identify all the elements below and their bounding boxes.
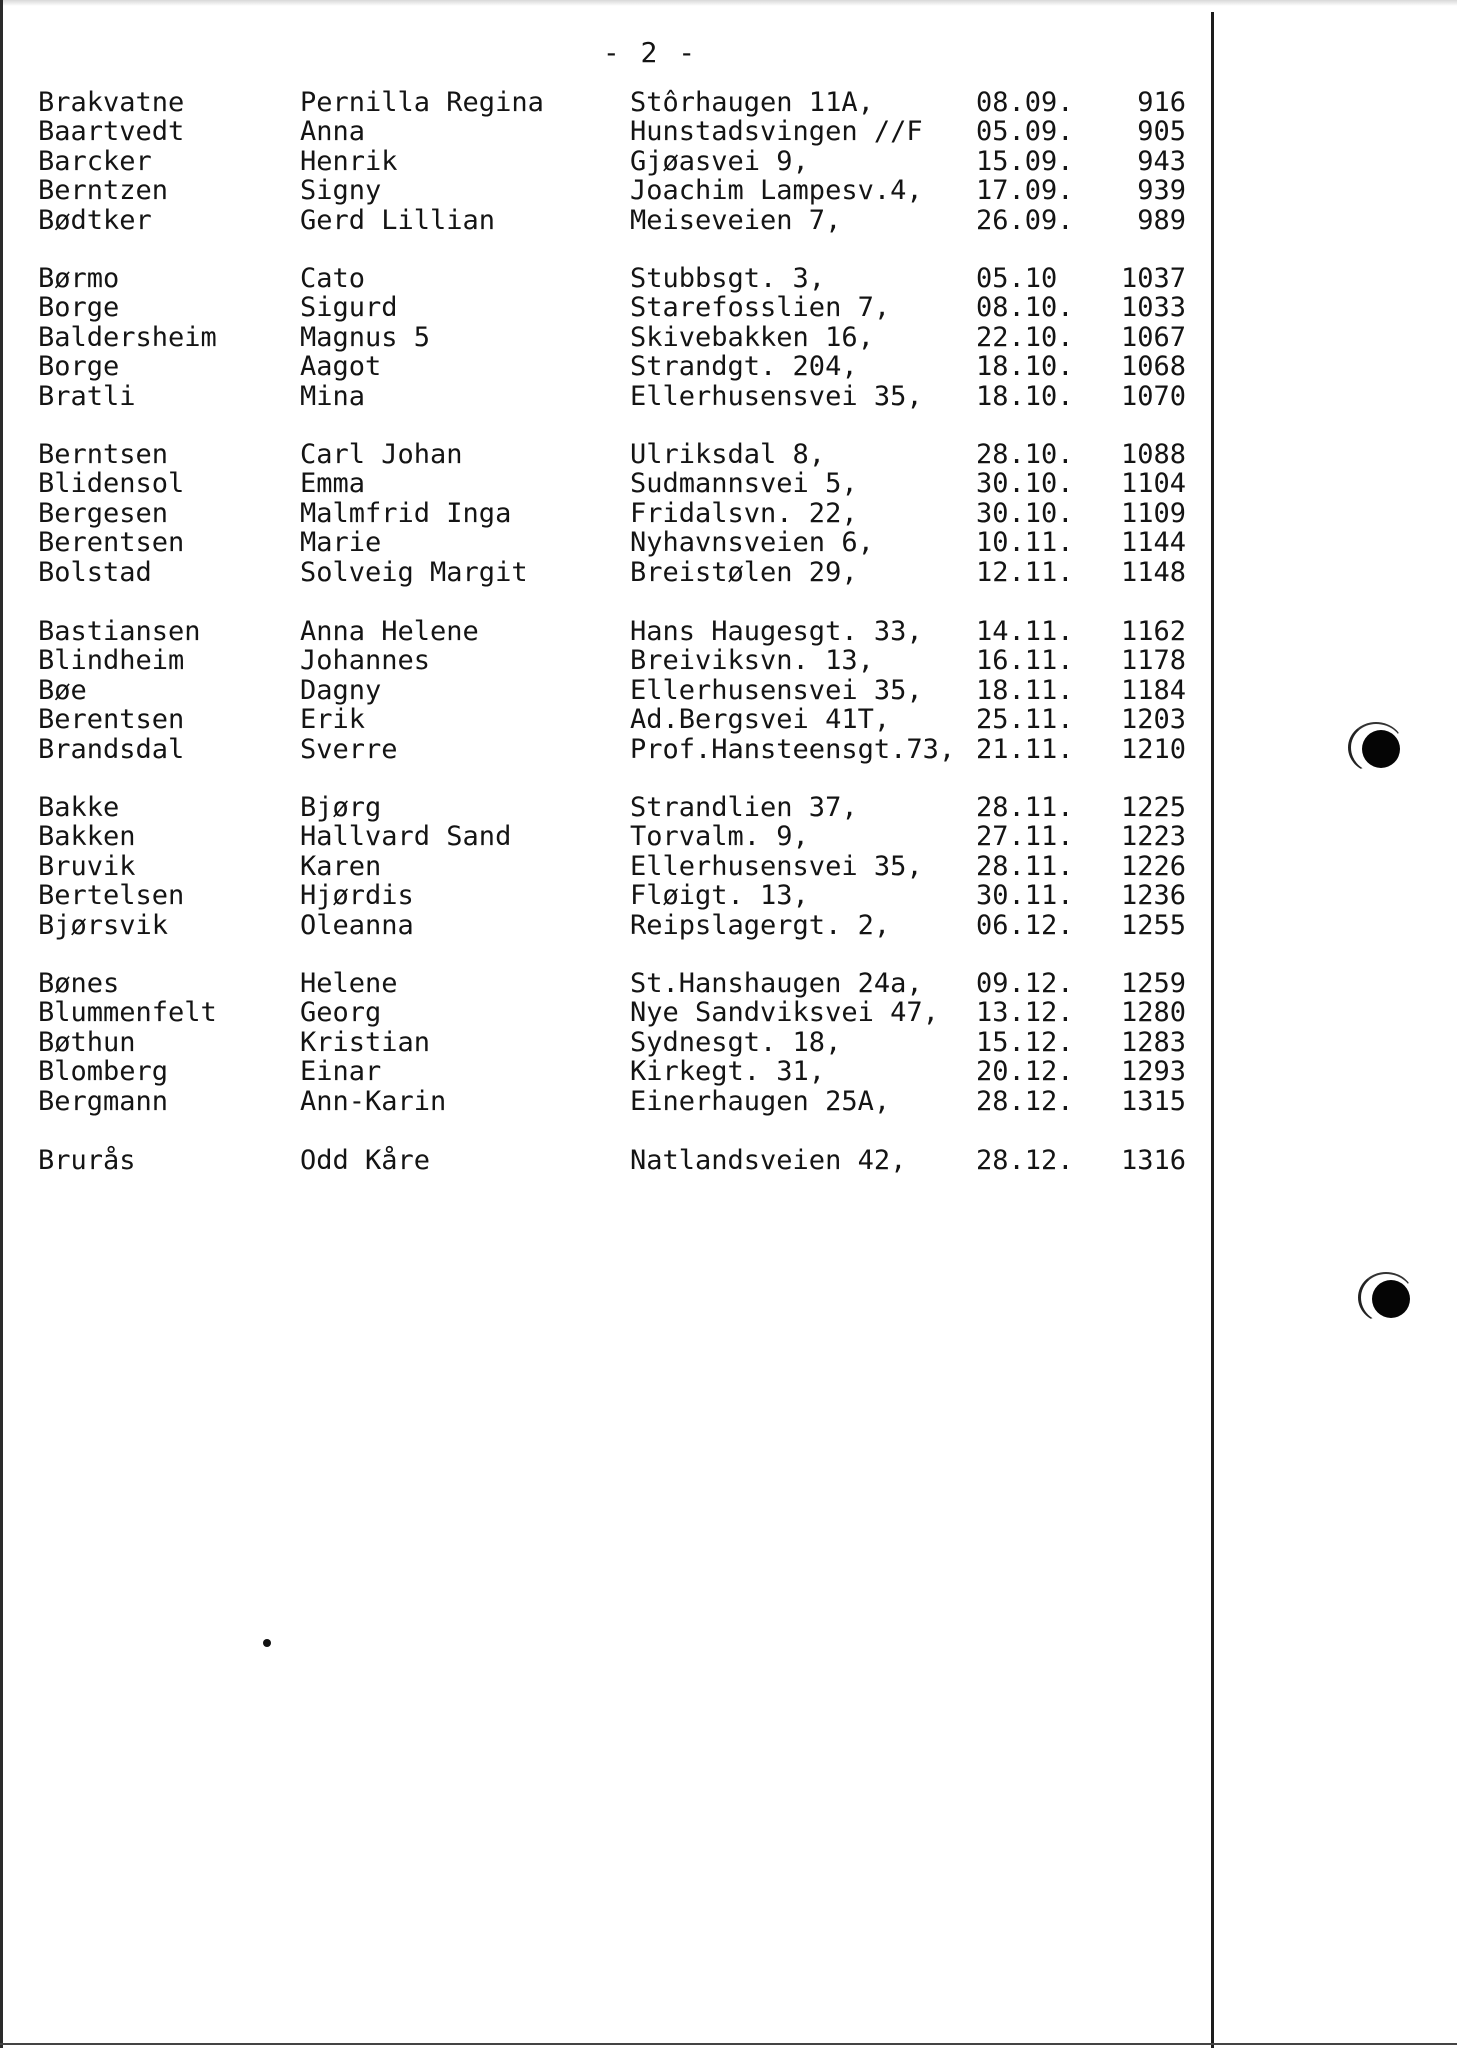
date: 28.12. bbox=[976, 1086, 1074, 1117]
surname: Brandsdal bbox=[38, 734, 185, 765]
date: 05.09. bbox=[976, 116, 1074, 147]
date: 28.11. bbox=[976, 851, 1074, 882]
address: Ellerhusensvei 35, bbox=[630, 381, 923, 412]
date: 17.09. bbox=[976, 175, 1074, 206]
date: 18.10. bbox=[976, 381, 1074, 412]
entry-number: 1293 bbox=[1120, 1056, 1186, 1087]
surname: Barcker bbox=[38, 146, 152, 177]
register-row bbox=[0, 1146, 1200, 1176]
surname: Bergmann bbox=[38, 1086, 169, 1117]
entry-number: 1223 bbox=[1120, 821, 1186, 852]
surname: Borge bbox=[38, 292, 120, 323]
address: Breiviksvn. 13, bbox=[630, 645, 874, 676]
entry-number: 1070 bbox=[1120, 381, 1186, 412]
address: Einerhaugen 25A, bbox=[630, 1086, 891, 1117]
date: 08.09. bbox=[976, 87, 1074, 118]
given-name: Carl Johan bbox=[300, 439, 463, 470]
date: 28.12. bbox=[976, 1145, 1074, 1176]
given-name: Solveig Margit bbox=[300, 557, 528, 588]
address: Joachim Lampesv.4, bbox=[630, 175, 923, 206]
register-row bbox=[0, 499, 1200, 529]
register-row bbox=[0, 176, 1200, 206]
entry-number: 1067 bbox=[1120, 322, 1186, 353]
address: Ellerhusensvei 35, bbox=[630, 851, 923, 882]
address: Ad.Bergsvei 41T, bbox=[630, 704, 891, 735]
address: Prof.Hansteensgt.73, bbox=[630, 734, 956, 765]
page-fold-line bbox=[1211, 12, 1214, 2048]
given-name: Hjørdis bbox=[300, 880, 414, 911]
date: 18.11. bbox=[976, 675, 1074, 706]
register-row bbox=[0, 735, 1200, 765]
given-name: Mina bbox=[300, 381, 366, 412]
given-name: Anna bbox=[300, 116, 366, 147]
register-row bbox=[0, 264, 1200, 294]
given-name: Erik bbox=[300, 704, 366, 735]
entry-number: 1184 bbox=[1120, 675, 1186, 706]
entry-number: 939 bbox=[1137, 175, 1186, 206]
ink-speck bbox=[263, 1639, 271, 1647]
date: 28.10. bbox=[976, 439, 1074, 470]
address: Fløigt. 13, bbox=[630, 880, 809, 911]
date: 27.11. bbox=[976, 821, 1074, 852]
surname: Bjørsvik bbox=[38, 910, 169, 941]
date: 16.11. bbox=[976, 645, 1074, 676]
surname: Bakke bbox=[38, 792, 120, 823]
address: Strandgt. 204, bbox=[630, 351, 858, 382]
register-row bbox=[0, 206, 1200, 236]
date: 26.09. bbox=[976, 205, 1074, 236]
register-row bbox=[0, 969, 1200, 999]
date: 20.12. bbox=[976, 1056, 1074, 1087]
punch-hole-lower bbox=[1372, 1280, 1410, 1318]
surname: Børmo bbox=[38, 263, 120, 294]
register-row bbox=[0, 323, 1200, 353]
given-name: Georg bbox=[300, 997, 382, 1028]
address: Stubbsgt. 3, bbox=[630, 263, 826, 294]
entry-number: 1104 bbox=[1120, 468, 1186, 499]
entry-number: 1236 bbox=[1120, 880, 1186, 911]
date: 30.11. bbox=[976, 880, 1074, 911]
register-row bbox=[0, 440, 1200, 470]
surname: Bertelsen bbox=[38, 880, 185, 911]
surname: Brakvatne bbox=[38, 87, 185, 118]
entry-number: 1178 bbox=[1120, 645, 1186, 676]
register-row bbox=[0, 352, 1200, 382]
surname: Bastiansen bbox=[38, 616, 201, 647]
address: Meiseveien 7, bbox=[630, 205, 842, 236]
register-row bbox=[0, 469, 1200, 499]
surname: Bergesen bbox=[38, 498, 169, 529]
surname: Berntsen bbox=[38, 439, 169, 470]
surname: Brurås bbox=[38, 1145, 136, 1176]
given-name: Odd Kåre bbox=[300, 1145, 431, 1176]
address: Natlandsveien 42, bbox=[630, 1145, 907, 1176]
register-row bbox=[0, 822, 1200, 852]
given-name: Kristian bbox=[300, 1027, 431, 1058]
address: St.Hanshaugen 24a, bbox=[630, 968, 923, 999]
register-row bbox=[0, 881, 1200, 911]
given-name: Emma bbox=[300, 468, 366, 499]
date: 09.12. bbox=[976, 968, 1074, 999]
date: 05.10 bbox=[976, 263, 1058, 294]
address: Ellerhusensvei 35, bbox=[630, 675, 923, 706]
given-name: Hallvard Sand bbox=[300, 821, 512, 852]
surname: Berentsen bbox=[38, 527, 185, 558]
given-name: Helene bbox=[300, 968, 398, 999]
entry-number: 1162 bbox=[1120, 616, 1186, 647]
entry-number: 905 bbox=[1137, 116, 1186, 147]
address: Starefosslien 7, bbox=[630, 292, 891, 323]
register-row bbox=[0, 528, 1200, 558]
address: Gjøasvei 9, bbox=[630, 146, 809, 177]
register-row bbox=[0, 705, 1200, 735]
surname: Bruvik bbox=[38, 851, 136, 882]
register-row bbox=[0, 998, 1200, 1028]
date: 18.10. bbox=[976, 351, 1074, 382]
surname: Bøthun bbox=[38, 1027, 136, 1058]
given-name: Henrik bbox=[300, 146, 398, 177]
bottom-scan-border bbox=[0, 2043, 1457, 2045]
register-row bbox=[0, 617, 1200, 647]
entry-number: 1283 bbox=[1120, 1027, 1186, 1058]
date: 28.11. bbox=[976, 792, 1074, 823]
register-row bbox=[0, 147, 1200, 177]
entry-number: 1033 bbox=[1120, 292, 1186, 323]
register-row bbox=[0, 88, 1200, 118]
entry-number: 1144 bbox=[1120, 527, 1186, 558]
address: Hunstadsvingen //F bbox=[630, 116, 923, 147]
date: 10.11. bbox=[976, 527, 1074, 558]
address: Ulriksdal 8, bbox=[630, 439, 826, 470]
given-name: Signy bbox=[300, 175, 382, 206]
date: 15.12. bbox=[976, 1027, 1074, 1058]
given-name: Gerd Lillian bbox=[300, 205, 496, 236]
date: 25.11. bbox=[976, 704, 1074, 735]
register-row bbox=[0, 293, 1200, 323]
punch-hole-upper bbox=[1362, 730, 1400, 768]
surname: Bøe bbox=[38, 675, 87, 706]
date: 13.12. bbox=[976, 997, 1074, 1028]
entry-number: 1225 bbox=[1120, 792, 1186, 823]
given-name: Malmfrid Inga bbox=[300, 498, 512, 529]
date: 30.10. bbox=[976, 498, 1074, 529]
address: Skivebakken 16, bbox=[630, 322, 874, 353]
address: Kirkegt. 31, bbox=[630, 1056, 826, 1087]
date: 14.11. bbox=[976, 616, 1074, 647]
address: Strandlien 37, bbox=[630, 792, 858, 823]
surname: Berntzen bbox=[38, 175, 169, 206]
surname: Blindheim bbox=[38, 645, 185, 676]
top-scan-border bbox=[0, 0, 1457, 6]
entry-number: 1226 bbox=[1120, 851, 1186, 882]
address: Hans Haugesgt. 33, bbox=[630, 616, 923, 647]
entry-number: 1315 bbox=[1120, 1086, 1186, 1117]
address: Nyhavnsveien 6, bbox=[630, 527, 874, 558]
surname: Bolstad bbox=[38, 557, 152, 588]
register-row bbox=[0, 646, 1200, 676]
entry-number: 1280 bbox=[1120, 997, 1186, 1028]
given-name: Cato bbox=[300, 263, 366, 294]
entry-number: 943 bbox=[1137, 146, 1186, 177]
date: 22.10. bbox=[976, 322, 1074, 353]
register-row bbox=[0, 852, 1200, 882]
date: 12.11. bbox=[976, 557, 1074, 588]
address: Sydnesgt. 18, bbox=[630, 1027, 842, 1058]
date: 21.11. bbox=[976, 734, 1074, 765]
entry-number: 1068 bbox=[1120, 351, 1186, 382]
given-name: Marie bbox=[300, 527, 382, 558]
address: Reipslagergt. 2, bbox=[630, 910, 891, 941]
given-name: Sverre bbox=[300, 734, 398, 765]
given-name: Magnus 5 bbox=[300, 322, 431, 353]
entry-number: 916 bbox=[1137, 87, 1186, 118]
address: Breistølen 29, bbox=[630, 557, 858, 588]
address: Fridalsvn. 22, bbox=[630, 498, 858, 529]
register-row bbox=[0, 793, 1200, 823]
address: Stôrhaugen 11A, bbox=[630, 87, 874, 118]
address: Nye Sandviksvei 47, bbox=[630, 997, 939, 1028]
register-row bbox=[0, 382, 1200, 412]
surname: Baartvedt bbox=[38, 116, 185, 147]
given-name: Pernilla Regina bbox=[300, 87, 544, 118]
given-name: Ann-Karin bbox=[300, 1086, 447, 1117]
page-number: - 2 - bbox=[602, 36, 698, 69]
address: Torvalm. 9, bbox=[630, 821, 809, 852]
entry-number: 1109 bbox=[1120, 498, 1186, 529]
surname: Blomberg bbox=[38, 1056, 169, 1087]
entry-number: 1037 bbox=[1120, 263, 1186, 294]
register-row bbox=[0, 676, 1200, 706]
date: 06.12. bbox=[976, 910, 1074, 941]
surname: Bakken bbox=[38, 821, 136, 852]
given-name: Sigurd bbox=[300, 292, 398, 323]
given-name: Bjørg bbox=[300, 792, 382, 823]
surname: Blidensol bbox=[38, 468, 185, 499]
surname: Baldersheim bbox=[38, 322, 217, 353]
given-name: Oleanna bbox=[300, 910, 414, 941]
given-name: Johannes bbox=[300, 645, 431, 676]
entry-number: 1316 bbox=[1120, 1145, 1186, 1176]
given-name: Dagny bbox=[300, 675, 382, 706]
entry-number: 1148 bbox=[1120, 557, 1186, 588]
address: Sudmannsvei 5, bbox=[630, 468, 858, 499]
surname: Bønes bbox=[38, 968, 120, 999]
register-row bbox=[0, 911, 1200, 941]
register-row bbox=[0, 117, 1200, 147]
given-name: Einar bbox=[300, 1056, 382, 1087]
register-row bbox=[0, 1087, 1200, 1117]
entry-number: 1255 bbox=[1120, 910, 1186, 941]
entry-number: 989 bbox=[1137, 205, 1186, 236]
surname: Blummenfelt bbox=[38, 997, 217, 1028]
given-name: Karen bbox=[300, 851, 382, 882]
given-name: Aagot bbox=[300, 351, 382, 382]
register-row bbox=[0, 1057, 1200, 1087]
date: 15.09. bbox=[976, 146, 1074, 177]
date: 30.10. bbox=[976, 468, 1074, 499]
given-name: Anna Helene bbox=[300, 616, 479, 647]
surname: Berentsen bbox=[38, 704, 185, 735]
entry-number: 1203 bbox=[1120, 704, 1186, 735]
surname: Borge bbox=[38, 351, 120, 382]
surname: Bødtker bbox=[38, 205, 152, 236]
entry-number: 1259 bbox=[1120, 968, 1186, 999]
register-row bbox=[0, 1028, 1200, 1058]
entry-number: 1088 bbox=[1120, 439, 1186, 470]
register-row bbox=[0, 558, 1200, 588]
date: 08.10. bbox=[976, 292, 1074, 323]
surname: Bratli bbox=[38, 381, 136, 412]
entry-number: 1210 bbox=[1120, 734, 1186, 765]
